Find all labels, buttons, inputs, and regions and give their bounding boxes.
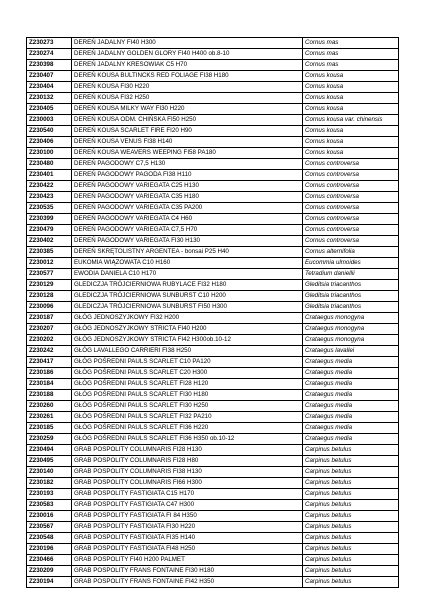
latin-name-cell: Cornus controversa <box>303 159 399 170</box>
latin-name-cell: Crataegus lavallei <box>303 346 399 357</box>
latin-name-cell: Gleditsia triacanthos <box>303 280 399 291</box>
table-row <box>27 412 399 423</box>
table-row <box>27 522 399 533</box>
table-row <box>27 192 399 203</box>
latin-name-cell: Crataegus monogyna <box>303 335 399 346</box>
table-row <box>27 423 399 434</box>
latin-name-cell: Crataegus media <box>303 412 399 423</box>
product-code-cell: Z230128 <box>27 291 72 302</box>
table-row <box>27 38 399 49</box>
product-name-cell: DEREŃ JADALNY FI40 H300 <box>72 38 303 49</box>
latin-name-cell: Crataegus media <box>303 379 399 390</box>
table-row <box>27 126 399 137</box>
product-code-cell: Z230540 <box>27 126 72 137</box>
latin-name-cell: Carpinus betulus <box>303 522 399 533</box>
product-code-cell: Z230494 <box>27 445 72 456</box>
product-code-cell: Z230274 <box>27 49 72 60</box>
product-name-cell: DEREŃ PAGODOWY VARIEGATA C7,5 H70 <box>72 225 303 236</box>
latin-name-cell: Carpinus betulus <box>303 533 399 544</box>
table-row <box>27 555 399 566</box>
table-row <box>27 291 399 302</box>
latin-name-cell: Crataegus media <box>303 368 399 379</box>
product-code-cell: Z230185 <box>27 423 72 434</box>
product-name-cell: GRAB POSPOLITY FASTIGIATA FI48 H250 <box>72 544 303 555</box>
latin-name-cell: Cornus controversa <box>303 203 399 214</box>
latin-name-cell: Crataegus media <box>303 434 399 445</box>
product-name-cell: GŁÓG POŚREDNI PAULS SCARLET FI30 H250 <box>72 401 303 412</box>
product-code-cell: Z230417 <box>27 357 72 368</box>
product-table <box>26 37 399 588</box>
table-row <box>27 346 399 357</box>
product-code-cell: Z230423 <box>27 192 72 203</box>
table-row <box>27 225 399 236</box>
product-name-cell: DEREŃ KOUSA FI32 H250 <box>72 93 303 104</box>
latin-name-cell: Crataegus monogyna <box>303 324 399 335</box>
latin-name-cell: Eucommia ulmoides <box>303 258 399 269</box>
product-code-cell: Z230202 <box>27 335 72 346</box>
product-name-cell: GRAB POSPOLITY COLUMNARIS FI38 H130 <box>72 467 303 478</box>
product-name-cell: GŁÓG JEDNOSZYJKOWY STRICTA FI42 H300ob.10-12 <box>72 335 303 346</box>
table-row <box>27 280 399 291</box>
table-row <box>27 71 399 82</box>
latin-name-cell: Carpinus betulus <box>303 555 399 566</box>
product-name-cell: GŁÓG POŚREDNI PAULS SCARLET FI32 PA210 <box>72 412 303 423</box>
product-name-cell: GRAB POSPOLITY FASTIGIATA FI 84 H350 <box>72 511 303 522</box>
product-code-cell: Z230398 <box>27 60 72 71</box>
product-code-cell: Z230140 <box>27 467 72 478</box>
product-name-cell: DEREŃ PAGODOWY C7,5 H130 <box>72 159 303 170</box>
latin-name-cell: Cornus kousa <box>303 104 399 115</box>
table-row <box>27 236 399 247</box>
latin-name-cell: Cornus mas <box>303 60 399 71</box>
product-code-cell: Z230407 <box>27 71 72 82</box>
latin-name-cell: Cornus controversa <box>303 214 399 225</box>
latin-name-cell: Carpinus betulus <box>303 500 399 511</box>
table-row <box>27 82 399 93</box>
product-code-cell: Z230406 <box>27 137 72 148</box>
table-row <box>27 544 399 555</box>
product-name-cell: GRAB POSPOLITY COLUMNARIS FI28 H80 <box>72 456 303 467</box>
product-code-cell: Z230188 <box>27 390 72 401</box>
product-code-cell: Z230132 <box>27 93 72 104</box>
product-name-cell: DEREŃ KOUSA WEAVERS WEEPING FI58 PA180 <box>72 148 303 159</box>
latin-name-cell: Gleditsia triacanthos <box>303 302 399 313</box>
table-row <box>27 137 399 148</box>
product-name-cell: GRAB POSPOLITY COLUMNARIS FI28 H130 <box>72 445 303 456</box>
product-code-cell: Z230577 <box>27 269 72 280</box>
table-row <box>27 258 399 269</box>
product-name-cell: GRAB POSPOLITY COLUMNARIS FI66 H300 <box>72 478 303 489</box>
latin-name-cell: Cornus kousa <box>303 137 399 148</box>
table-row <box>27 401 399 412</box>
product-code-cell: Z230193 <box>27 489 72 500</box>
product-name-cell: GŁÓG JEDNOSZYJKOWY FI32 H200 <box>72 313 303 324</box>
product-name-cell: GRAB POSPOLITY FASTIGIATA C47 H300 <box>72 500 303 511</box>
table-row <box>27 115 399 126</box>
product-name-cell: GŁÓG LAVALLEGO CARRIERI FI38 H250 <box>72 346 303 357</box>
latin-name-cell: Cornus kousa <box>303 82 399 93</box>
table-row <box>27 93 399 104</box>
product-code-cell: Z230480 <box>27 159 72 170</box>
product-name-cell: DEREŃ PAGODOWY VARIEGATA C35 H180 <box>72 192 303 203</box>
table-row <box>27 335 399 346</box>
product-code-cell: Z230399 <box>27 214 72 225</box>
product-name-cell: DEREŃ KOUSA MILKY WAY FI30 H220 <box>72 104 303 115</box>
table-row <box>27 49 399 60</box>
product-code-cell: Z230207 <box>27 324 72 335</box>
table-row <box>27 170 399 181</box>
table-row <box>27 269 399 280</box>
product-code-cell: Z230422 <box>27 181 72 192</box>
table-row <box>27 390 399 401</box>
latin-name-cell: Cornus controversa <box>303 225 399 236</box>
product-name-cell: GRAB POSPOLITY FASTIGIATA FI30 H220 <box>72 522 303 533</box>
latin-name-cell: Cornus kousa <box>303 148 399 159</box>
product-code-cell: Z230184 <box>27 379 72 390</box>
table-row <box>27 148 399 159</box>
product-name-cell: DEREŃ JADALNY GOLDEN GLORY FI40 H400 ob.8-10 <box>72 49 303 60</box>
product-code-cell: Z230186 <box>27 368 72 379</box>
product-table-body <box>27 38 399 588</box>
latin-name-cell: Carpinus betulus <box>303 478 399 489</box>
table-row <box>27 60 399 71</box>
product-name-cell: DEREŃ PAGODOWY PAGODA FI38 H110 <box>72 170 303 181</box>
product-code-cell: Z230404 <box>27 82 72 93</box>
latin-name-cell: Carpinus betulus <box>303 445 399 456</box>
product-name-cell: GŁÓG POŚREDNI PAULS SCARLET FI30 H180 <box>72 390 303 401</box>
product-name-cell: GLEDICZJA TRÓJCIERNIOWA RUBYLACE FI32 H180 <box>72 280 303 291</box>
latin-name-cell: Carpinus betulus <box>303 467 399 478</box>
product-code-cell: Z230261 <box>27 412 72 423</box>
product-name-cell: EUKOMIA WIĄZOWATA C10 H160 <box>72 258 303 269</box>
product-code-cell: Z230466 <box>27 555 72 566</box>
latin-name-cell: Cornus kousa <box>303 126 399 137</box>
latin-name-cell: Cornus controversa <box>303 170 399 181</box>
table-row <box>27 456 399 467</box>
product-code-cell: Z230242 <box>27 346 72 357</box>
product-name-cell: DEREŃ KOUSA VENUS FI38 H140 <box>72 137 303 148</box>
product-name-cell: DEREŃ KOUSA FI30 H220 <box>72 82 303 93</box>
product-code-cell: Z230479 <box>27 225 72 236</box>
latin-name-cell: Crataegus media <box>303 423 399 434</box>
product-code-cell: Z230548 <box>27 533 72 544</box>
table-row <box>27 181 399 192</box>
latin-name-cell: Cornus mas <box>303 38 399 49</box>
table-row <box>27 324 399 335</box>
latin-name-cell: Gleditsia triacanthos <box>303 291 399 302</box>
table-row <box>27 489 399 500</box>
table-row <box>27 214 399 225</box>
product-code-cell: Z230567 <box>27 522 72 533</box>
product-code-cell: Z230012 <box>27 258 72 269</box>
table-row <box>27 379 399 390</box>
latin-name-cell: Crataegus media <box>303 401 399 412</box>
product-name-cell: GŁÓG POŚREDNI PAULS SCARLET FI36 H220 <box>72 423 303 434</box>
table-row <box>27 500 399 511</box>
product-name-cell: GŁÓG POŚREDNI PAULS SCARLET FI36 H350 ob.10-12 <box>72 434 303 445</box>
table-row <box>27 577 399 588</box>
product-code-cell: Z230182 <box>27 478 72 489</box>
product-code-cell: Z230405 <box>27 104 72 115</box>
latin-name-cell: Carpinus betulus <box>303 544 399 555</box>
latin-name-cell: Crataegus monogyna <box>303 313 399 324</box>
product-code-cell: Z230187 <box>27 313 72 324</box>
product-name-cell: DEREŃ PAGODOWY VARIEGATA C25 H130 <box>72 181 303 192</box>
latin-name-cell: Cornus mas <box>303 49 399 60</box>
product-name-cell: DEREŃ KOUSA SCARLET FIRE FI20 H90 <box>72 126 303 137</box>
latin-name-cell: Cornus kousa <box>303 93 399 104</box>
latin-name-cell: Crataegus media <box>303 357 399 368</box>
product-name-cell: DEREŃ PAGODOWY VARIEGATA FI30 H130 <box>72 236 303 247</box>
table-row <box>27 566 399 577</box>
table-row <box>27 511 399 522</box>
table-row <box>27 445 399 456</box>
product-code-cell: Z230273 <box>27 38 72 49</box>
product-name-cell: GŁÓG POŚREDNI PAULS SCARLET C10 PA120 <box>72 357 303 368</box>
product-name-cell: GLEDICZJA TRÓJCIERNIOWA SUNBURST FI50 H300 <box>72 302 303 313</box>
product-name-cell: GRAB POSPOLITY FRANS FONTAINE FI42 H350 <box>72 577 303 588</box>
latin-name-cell: Cornus kousa <box>303 71 399 82</box>
table-row <box>27 368 399 379</box>
table-row <box>27 203 399 214</box>
table-row <box>27 104 399 115</box>
document-page <box>26 37 398 588</box>
product-code-cell: Z230100 <box>27 148 72 159</box>
product-name-cell: GŁÓG JEDNOSZYJKOWY STRICTA FI40 H200 <box>72 324 303 335</box>
product-name-cell: GLEDICZJA TRÓJCIERNIOWA SUNBURST C10 H200 <box>72 291 303 302</box>
product-code-cell: Z230003 <box>27 115 72 126</box>
product-code-cell: Z230259 <box>27 434 72 445</box>
latin-name-cell: Carpinus betulus <box>303 456 399 467</box>
latin-name-cell: Cornus controversa <box>303 192 399 203</box>
product-code-cell: Z230385 <box>27 247 72 258</box>
product-name-cell: GRAB POSPOLITY FI40 H200 PALMET <box>72 555 303 566</box>
product-name-cell: GRAB POSPOLITY FRANS FONTAINE FI30 H180 <box>72 566 303 577</box>
table-row <box>27 247 399 258</box>
product-name-cell: GŁÓG POŚREDNI PAULS SCARLET FI28 H120 <box>72 379 303 390</box>
table-row <box>27 533 399 544</box>
product-name-cell: DEREŃ KOUSA BULTINCKS RED FOLIAGE FI38 H180 <box>72 71 303 82</box>
product-code-cell: Z230583 <box>27 500 72 511</box>
latin-name-cell: Cornus kousa var. chinensis <box>303 115 399 126</box>
product-code-cell: Z230260 <box>27 401 72 412</box>
product-name-cell: GŁÓG POŚREDNI PAULS SCARLET C20 H300 <box>72 368 303 379</box>
table-row <box>27 302 399 313</box>
table-row <box>27 159 399 170</box>
product-name-cell: DEREŃ PAGODOWY VARIEGATA C4 H60 <box>72 214 303 225</box>
table-row <box>27 434 399 445</box>
product-name-cell: DEREŃ KOUSA ODM. CHIŃSKA FI50 H250 <box>72 115 303 126</box>
product-code-cell: Z230196 <box>27 544 72 555</box>
product-name-cell: DEREŃ JADALNY KRESOWIAK C5 H70 <box>72 60 303 71</box>
product-name-cell: GRAB POSPOLITY FASTIGIATA FI35 H140 <box>72 533 303 544</box>
latin-name-cell: Carpinus betulus <box>303 566 399 577</box>
product-code-cell: Z230129 <box>27 280 72 291</box>
table-row <box>27 478 399 489</box>
latin-name-cell: Carpinus betulus <box>303 577 399 588</box>
latin-name-cell: Cornus alternifolia <box>303 247 399 258</box>
latin-name-cell: Cornus controversa <box>303 181 399 192</box>
product-code-cell: Z230495 <box>27 456 72 467</box>
latin-name-cell: Tetradium daniellii <box>303 269 399 280</box>
product-code-cell: Z230194 <box>27 577 72 588</box>
product-name-cell: EWODIA DANIELA C10 H170 <box>72 269 303 280</box>
table-row <box>27 467 399 478</box>
latin-name-cell: Carpinus betulus <box>303 511 399 522</box>
product-name-cell: DEREŃ PAGODOWY VARIEGATA C35 PA200 <box>72 203 303 214</box>
product-code-cell: Z230402 <box>27 236 72 247</box>
latin-name-cell: Carpinus betulus <box>303 489 399 500</box>
product-code-cell: Z230209 <box>27 566 72 577</box>
product-code-cell: Z230535 <box>27 203 72 214</box>
latin-name-cell: Cornus controversa <box>303 236 399 247</box>
table-row <box>27 357 399 368</box>
latin-name-cell: Crataegus media <box>303 390 399 401</box>
product-name-cell: DEREŃ SKRĘTOLISTNY ARGENTEA - bonsai P25 H40 <box>72 247 303 258</box>
product-code-cell: Z230401 <box>27 170 72 181</box>
product-code-cell: Z230096 <box>27 302 72 313</box>
product-name-cell: GRAB POSPOLITY FASTIGIATA C15 H170 <box>72 489 303 500</box>
product-code-cell: Z230016 <box>27 511 72 522</box>
table-row <box>27 313 399 324</box>
